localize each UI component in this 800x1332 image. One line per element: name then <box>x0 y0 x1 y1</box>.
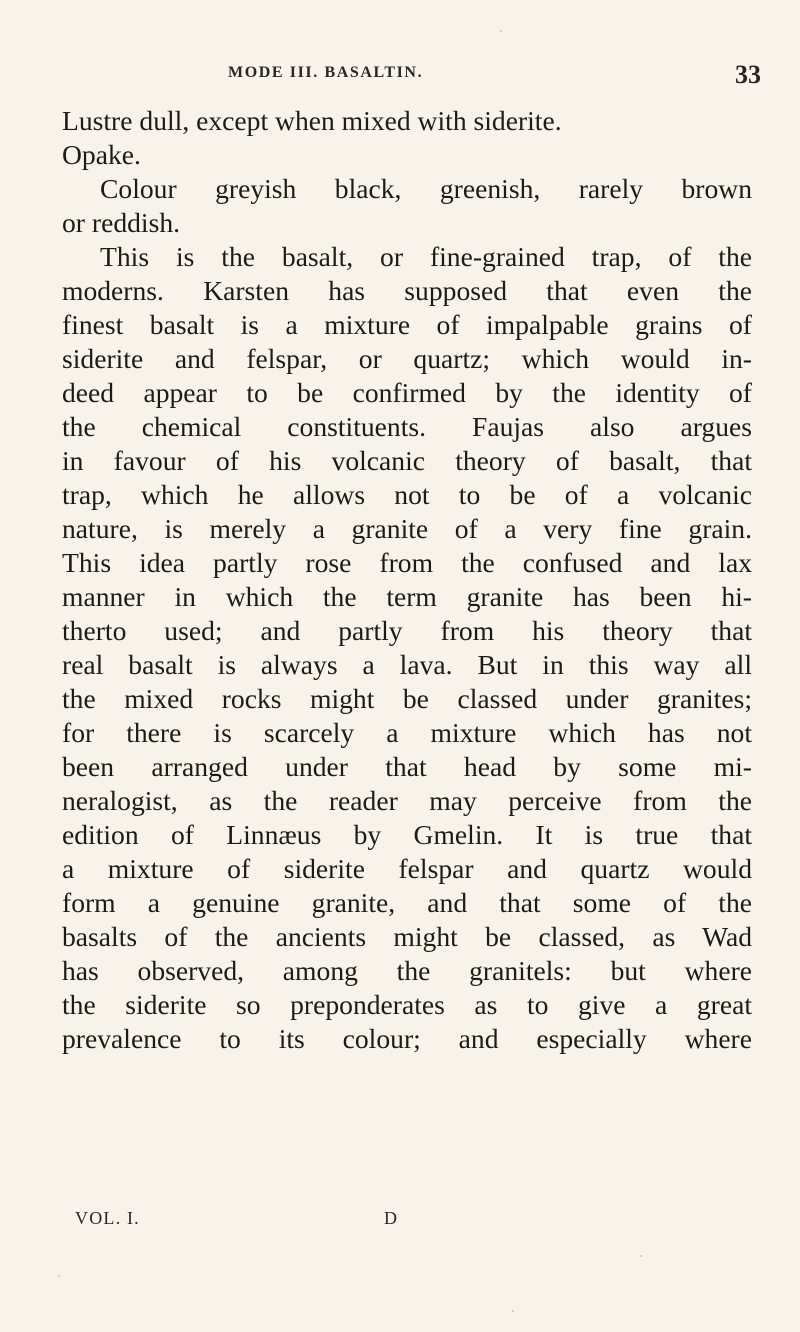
text-line: This is the basalt, or fine-grained trap, of the <box>100 241 752 272</box>
text-line: been arranged under that head by some mi- <box>62 751 752 782</box>
text-line: finest basalt is a mixture of impalpable grains of <box>62 309 752 340</box>
text-line: Colour greyish black, greenish, rarely brown <box>100 173 752 204</box>
paper-speck <box>500 30 502 32</box>
text-line: trap, which he allows not to be of a volcanic <box>62 479 752 510</box>
text-line: neralogist, as the reader may perceive from the <box>62 785 752 816</box>
text-line: Opake. <box>62 139 141 170</box>
text-line: the chemical constituents. Faujas also argues <box>62 411 752 442</box>
text-line: siderite and felspar, or quartz; which would in- <box>62 343 752 374</box>
text-line: form a genuine granite, and that some of the <box>62 887 752 918</box>
text-line: the siderite so preponderates as to give a great <box>62 989 752 1020</box>
running-head <box>0 60 800 90</box>
text-line: the mixed rocks might be classed under granites; <box>62 683 752 714</box>
body-text <box>62 104 752 1056</box>
text-line: manner in which the term granite has been hi- <box>62 581 752 612</box>
text-line: nature, is merely a granite of a very fine grain. <box>62 513 752 544</box>
text-line: prevalence to its colour; and especially where <box>62 1023 752 1054</box>
text-line: basalts of the ancients might be classed, as Wad <box>62 921 752 952</box>
paper-speck <box>640 1255 642 1257</box>
volume-label: VOL. I. <box>75 1208 140 1228</box>
text-line: Lustre dull, except when mixed with siderite. <box>62 105 562 136</box>
text-line: edition of Linnæus by Gmelin. It is true that <box>62 819 752 850</box>
text-line: has observed, among the granitels: but where <box>62 955 752 986</box>
page-footer <box>0 1208 800 1238</box>
text-line: real basalt is always a lava. But in this way all <box>62 649 752 680</box>
signature-mark: D <box>384 1208 397 1228</box>
running-title: MODE III. BASALTIN. <box>228 64 424 81</box>
text-line: This idea partly rose from the confused and lax <box>62 547 752 578</box>
text-line: deed appear to be confirmed by the identity of <box>62 377 752 408</box>
paper-speck <box>720 900 722 902</box>
text-line: in favour of his volcanic theory of basalt, that <box>62 445 752 476</box>
text-line: a mixture of siderite felspar and quartz would <box>62 853 752 884</box>
text-line: for there is scarcely a mixture which has not <box>62 717 752 748</box>
text-line: or reddish. <box>62 207 181 238</box>
paper-speck <box>512 1310 514 1312</box>
paper-speck <box>58 1275 60 1277</box>
text-line: therto used; and partly from his theory that <box>62 615 752 646</box>
text-line: moderns. Karsten has supposed that even the <box>62 275 752 306</box>
page-number: 33 <box>735 60 761 89</box>
